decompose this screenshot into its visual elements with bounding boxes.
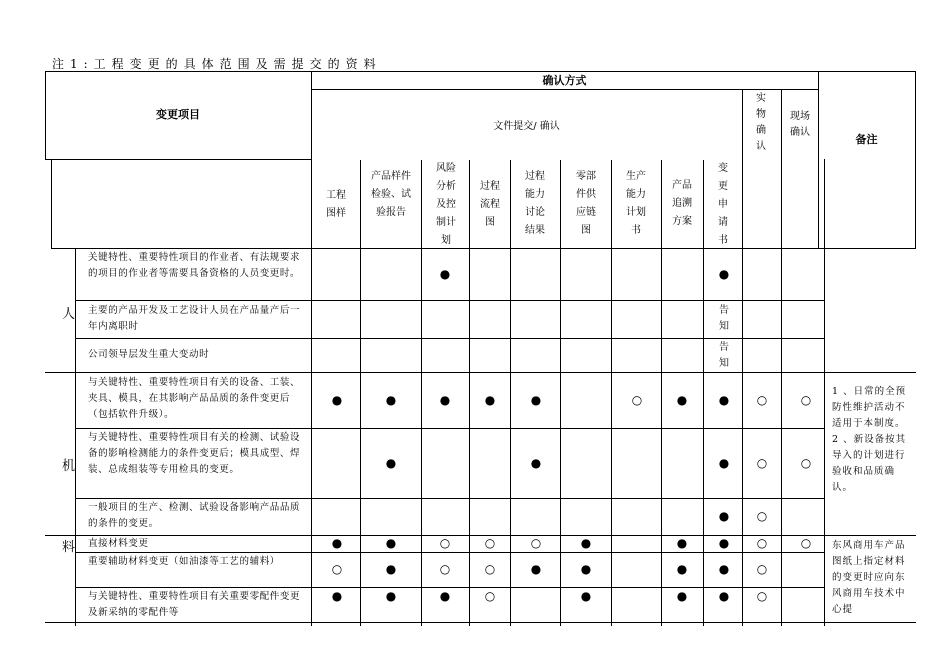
row-description: 与关键特性、重要特性项目有关重要零配件变更及新采纳的零配件等 bbox=[88, 591, 301, 618]
mark: ● bbox=[580, 536, 592, 550]
mark: ● bbox=[439, 393, 451, 407]
mark: ● bbox=[385, 589, 397, 603]
remark-text: 东风商用车产品图纸上指定材料的变更时应向东风商用车技术中心提 bbox=[832, 540, 906, 615]
mark: ● bbox=[580, 562, 592, 576]
mark: ● bbox=[439, 589, 451, 603]
col-header: 零部件供应链图 bbox=[576, 171, 596, 236]
mark: ● bbox=[385, 456, 397, 470]
mark: ● bbox=[676, 562, 688, 576]
header-site: 现场确认 bbox=[790, 111, 810, 138]
mark: ● bbox=[718, 267, 730, 281]
mark: ● bbox=[530, 393, 542, 407]
col-header: 产品追溯方案 bbox=[672, 180, 692, 227]
mark: ○ bbox=[439, 562, 451, 576]
mark: ● bbox=[718, 536, 730, 550]
mark: ● bbox=[439, 267, 451, 281]
mark: ○ bbox=[756, 509, 768, 523]
mark: ● bbox=[718, 456, 730, 470]
remark-text: 1 、日常的全预防性维护活动不适用于本制度。2 、新设备按其导入的计划进行验收和品质确认。 bbox=[832, 386, 907, 493]
mark: ○ bbox=[484, 536, 496, 550]
col-header: 过程能力讨论结果 bbox=[525, 171, 545, 236]
col-header: 生产能力计划书 bbox=[626, 171, 646, 236]
mark: ● bbox=[718, 562, 730, 576]
mark: ○ bbox=[756, 456, 768, 470]
mark: ● bbox=[718, 589, 730, 603]
row-description: 与关键特性、重要特性项目有关的设备、工装、夹具、模具，在其影响产品品质的条件变更后（包括软件升级）。 bbox=[88, 377, 301, 420]
mark: ● bbox=[331, 536, 343, 550]
mark: ○ bbox=[530, 536, 542, 550]
category-label: 料 bbox=[62, 540, 76, 555]
mark: ● bbox=[331, 393, 343, 407]
header-change-item: 变更项目 bbox=[156, 108, 200, 121]
mark: ○ bbox=[756, 562, 768, 576]
category-label: 人 bbox=[62, 307, 76, 322]
col-header: 过程流程图 bbox=[480, 181, 500, 228]
row-description: 关键特性、重要特性项目的作业者、有法规要求的项目的作业者等需要具备资格的人员变更时。 bbox=[88, 252, 301, 279]
row-description: 重要辅助材料变更（如油漆等工艺的辅料） bbox=[88, 556, 280, 567]
mark: ○ bbox=[484, 562, 496, 576]
mark: ● bbox=[484, 393, 496, 407]
mark: ● bbox=[385, 562, 397, 576]
mark: ● bbox=[530, 456, 542, 470]
col-header: 产品样件检验、试验报告 bbox=[371, 171, 411, 218]
col-header: 工程图样 bbox=[326, 190, 346, 219]
header-confirm-method: 确认方式 bbox=[542, 74, 587, 87]
mark: ○ bbox=[631, 393, 643, 407]
mark: ○ bbox=[800, 393, 812, 407]
row-description: 公司领导层发生重大变动时 bbox=[88, 349, 210, 360]
header-doc-submit: 文件提交/ 确认 bbox=[493, 121, 560, 132]
col-header: 风险分析及控制计划 bbox=[436, 163, 456, 246]
mark: ● bbox=[385, 536, 397, 550]
mark: ○ bbox=[800, 536, 812, 550]
mark: ● bbox=[676, 536, 688, 550]
col-header: 变更申请书 bbox=[718, 163, 728, 246]
note-title: 注1:工程变更的具体范围及需提交的资料 bbox=[52, 57, 382, 71]
mark: ○ bbox=[331, 562, 343, 576]
mark: ● bbox=[676, 589, 688, 603]
mark: ● bbox=[580, 589, 592, 603]
header-remark: 备注 bbox=[855, 133, 878, 146]
row-description: 直接材料变更 bbox=[88, 538, 149, 549]
mark: ● bbox=[718, 509, 730, 523]
mark: 告知 bbox=[719, 305, 729, 332]
mark: ● bbox=[718, 393, 730, 407]
mark: ○ bbox=[756, 589, 768, 603]
row-description: 与关键特性、重要特性项目有关的检测、试验设备的影响检测能力的条件变更后；模具成型、焊装、总成组装等专用检具的变更。 bbox=[88, 432, 301, 475]
row-description: 一般项目的生产、检测、试验设备影响产品品质的条件的变更。 bbox=[88, 502, 301, 529]
mark: ● bbox=[331, 589, 343, 603]
mark: ○ bbox=[484, 589, 496, 603]
mark: ○ bbox=[800, 456, 812, 470]
category-label: 机 bbox=[62, 459, 76, 474]
mark: ● bbox=[385, 393, 397, 407]
mark: ○ bbox=[439, 536, 451, 550]
mark: ● bbox=[530, 562, 542, 576]
mark: ○ bbox=[756, 536, 768, 550]
mark: ○ bbox=[756, 393, 768, 407]
row-description: 主要的产品开发及工艺设计人员在产品量产后一年内离职时 bbox=[88, 305, 301, 332]
mark: 告知 bbox=[719, 342, 729, 369]
mark: ● bbox=[676, 393, 688, 407]
header-physical: 实物确认 bbox=[756, 93, 766, 152]
